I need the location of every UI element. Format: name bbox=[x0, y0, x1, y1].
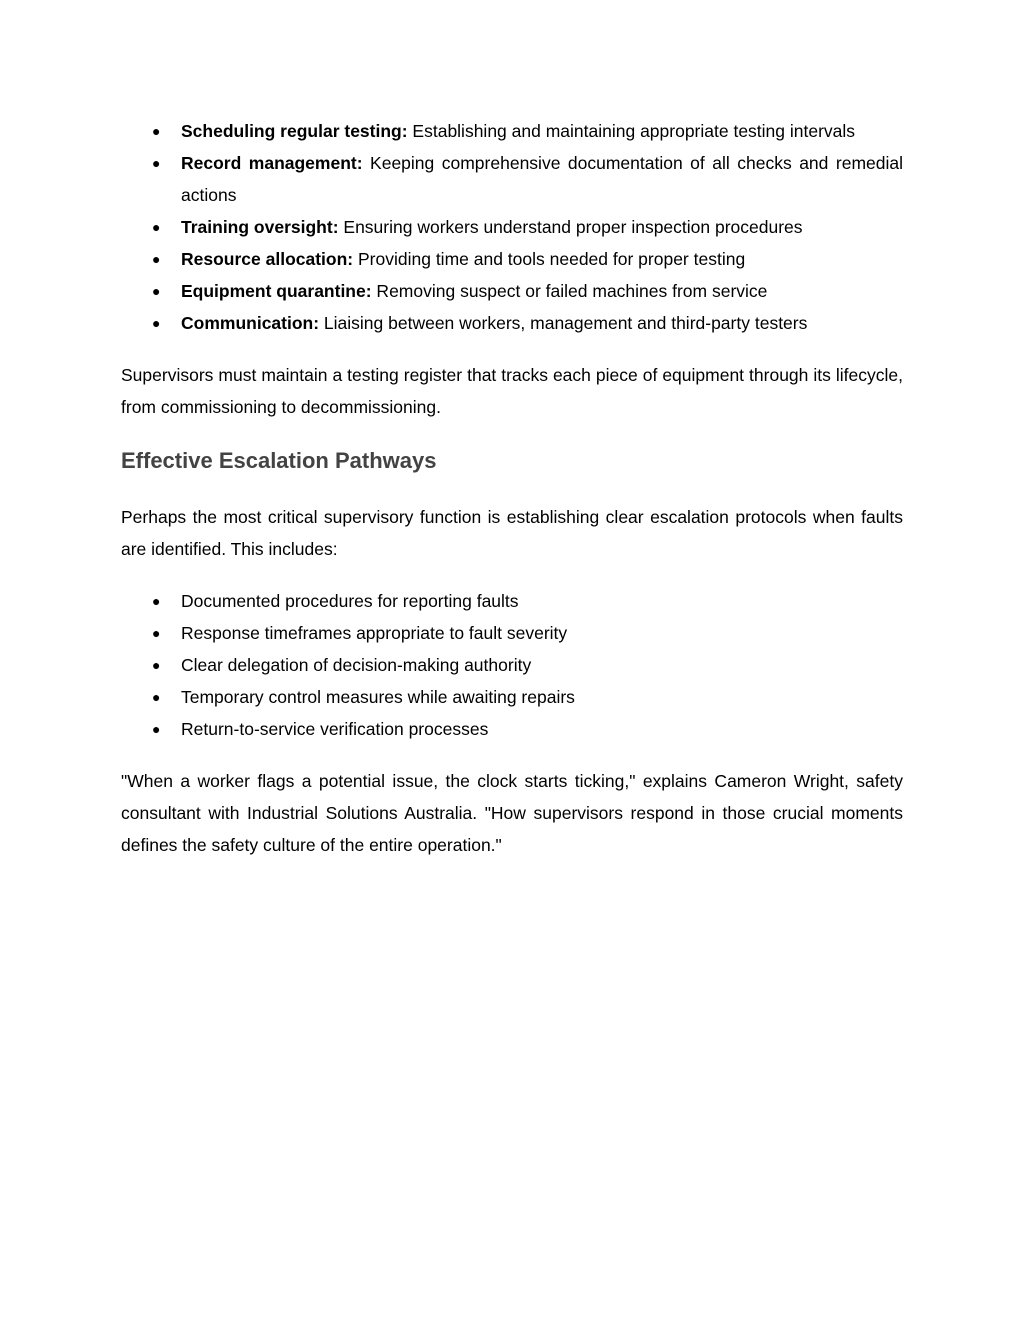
list-item bbox=[121, 275, 903, 307]
list-item-text: Removing suspect or failed machines from service bbox=[371, 281, 768, 301]
list-item-label: Resource allocation: bbox=[181, 249, 354, 269]
bullet-icon: ● bbox=[152, 657, 161, 673]
list-item-text: Response timeframes appropriate to fault severity bbox=[181, 623, 568, 643]
list-item-text: Providing time and tools needed for proper testing bbox=[353, 249, 746, 269]
list-item bbox=[121, 713, 903, 745]
escalation-intro-paragraph: Perhaps the most critical supervisory function is establishing clear escalation protocols when faults are identified. This includes: bbox=[121, 507, 903, 559]
list-item-text: Ensuring workers understand proper inspection procedures bbox=[338, 217, 803, 237]
bullet-icon: ● bbox=[152, 721, 161, 737]
list-item-label: Training oversight: bbox=[181, 217, 339, 237]
list-item-label: Communication: bbox=[181, 313, 320, 333]
document-page bbox=[121, 115, 903, 861]
list-item-text: Keeping comprehensive documentation of all checks and remedial actions bbox=[181, 153, 903, 205]
list-item bbox=[121, 681, 903, 713]
list-item-text: Return-to-service verification processes bbox=[181, 719, 489, 739]
escalation-list bbox=[121, 585, 903, 745]
bullet-icon: ● bbox=[152, 155, 161, 171]
list-item bbox=[121, 307, 903, 339]
bullet-icon: ● bbox=[152, 689, 161, 705]
list-item-label: Scheduling regular testing: bbox=[181, 121, 408, 141]
list-item bbox=[121, 243, 903, 275]
bullet-icon: ● bbox=[152, 283, 161, 299]
list-item-text: Clear delegation of decision-making authority bbox=[181, 655, 532, 675]
list-item bbox=[121, 147, 903, 211]
quote-paragraph: "When a worker flags a potential issue, the clock starts ticking," explains Cameron Wright, safety consultant with Industrial Solutions Australia. "How supervisors respond in those crucial moments defines the safety culture of the entire operation." bbox=[121, 771, 903, 855]
list-item-label: Record management: bbox=[181, 153, 363, 173]
bullet-icon: ● bbox=[152, 219, 161, 235]
bullet-icon: ● bbox=[152, 251, 161, 267]
list-item bbox=[121, 211, 903, 243]
list-item bbox=[121, 115, 903, 147]
list-item-label: Equipment quarantine: bbox=[181, 281, 372, 301]
list-item bbox=[121, 585, 903, 617]
list-item-text: Temporary control measures while awaiting repairs bbox=[181, 687, 575, 707]
list-item-text: Liaising between workers, management and third-party testers bbox=[319, 313, 808, 333]
responsibilities-list bbox=[121, 115, 903, 339]
list-item bbox=[121, 649, 903, 681]
bullet-icon: ● bbox=[152, 123, 161, 139]
list-item bbox=[121, 617, 903, 649]
bullet-icon: ● bbox=[152, 315, 161, 331]
bullet-icon: ● bbox=[152, 625, 161, 641]
testing-register-paragraph: Supervisors must maintain a testing register that tracks each piece of equipment through its lifecycle, from commissioning to decommissioning. bbox=[121, 365, 903, 417]
list-item-text: Establishing and maintaining appropriate testing intervals bbox=[407, 121, 856, 141]
section-heading: Effective Escalation Pathways bbox=[121, 448, 437, 473]
list-item-text: Documented procedures for reporting faults bbox=[181, 591, 519, 611]
bullet-icon: ● bbox=[152, 593, 161, 609]
